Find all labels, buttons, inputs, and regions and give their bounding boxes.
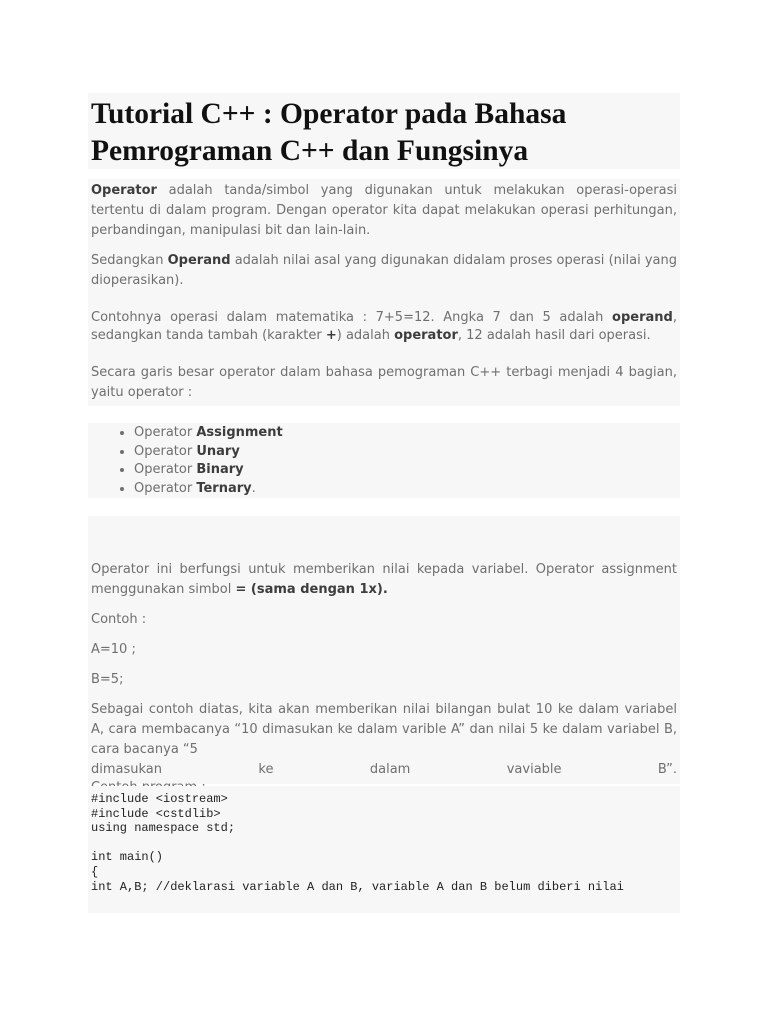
- page-title: [88, 93, 680, 170]
- operator-list: [88, 424, 680, 499]
- assignment-section: [88, 516, 680, 784]
- contoh-label: Contoh :: [91, 612, 147, 627]
- operator-list-section: [88, 423, 680, 498]
- assignment-description: Operator ini berfungsi untuk memberikan nilai kepada variabel. Operator assignment menggunakan simbol = (sama dengan 1x).: [91, 562, 677, 597]
- operator-list-item: • Operator Unary: [134, 443, 680, 462]
- term-operator: Operator: [91, 183, 157, 198]
- operator-list-item: • Operator Binary: [134, 461, 680, 480]
- intro-paragraph-example: Contohnya operasi dalam matematika : 7+5=12. Angka 7 dan 5 adalah operand, sedangkan tanda tambah (karakter +) adalah operator, 12 adalah hasil dari operasi.: [91, 310, 677, 343]
- assignment-explanation: Sebagai contoh diatas, kita akan memberikan nilai bilangan bulat 10 ke dalam variabel A, cara membacanya “10 dimasukan ke dalam varible A” dan nilai 5 ke dalam variabel B, cara bacanya “5: [91, 702, 677, 757]
- code-block: [88, 786, 680, 913]
- intro-paragraph-summary: Secara garis besar operator dalam bahasa pemograman C++ terbagi menjadi 4 bagian, yaitu operator :: [91, 365, 677, 400]
- example-b: B=5;: [91, 672, 124, 687]
- title-line-2: Pemrograman C++ dan Fungsinya: [91, 135, 529, 167]
- example-a: A=10 ;: [91, 642, 136, 657]
- justified-word: vaviable: [506, 762, 562, 777]
- justified-word: ke: [258, 762, 274, 777]
- operator-list-item: • Operator Ternary.: [134, 480, 680, 499]
- code-lines: #include <iostream> #include <cstdlib> using namespace std; int main() {: [91, 792, 236, 879]
- justified-word: dimasukan: [91, 762, 163, 777]
- intro-section: [88, 179, 680, 406]
- code-line-declaration: int A,B; //deklarasi variable A dan B, variable A dan B belum diberi nilai: [91, 879, 624, 894]
- title-line-1: Tutorial C++ : Operator pada Bahasa: [91, 98, 567, 130]
- assignment-symbol: = (sama dengan 1x).: [235, 582, 388, 597]
- justified-word: dalam: [369, 762, 411, 777]
- operator-list-item: • Operator Assignment: [134, 424, 680, 443]
- assignment-explanation-last-line: [88, 760, 680, 780]
- article-header: [88, 93, 680, 169]
- intro-paragraph-operand: Sedangkan Operand adalah nilai asal yang digunakan didalam proses operasi (nilai yang dioperasikan).: [91, 253, 677, 288]
- intro-paragraph-operator: Operator adalah tanda/simbol yang digunakan untuk melakukan operasi-operasi tertentu di dalam program. Dengan operator kita dapat melakukan operasi perhitungan, perbandingan, manipulasi bit dan lain-lain.: [91, 183, 677, 238]
- term-operand: Operand: [167, 253, 231, 268]
- justified-word: B”.: [657, 762, 677, 777]
